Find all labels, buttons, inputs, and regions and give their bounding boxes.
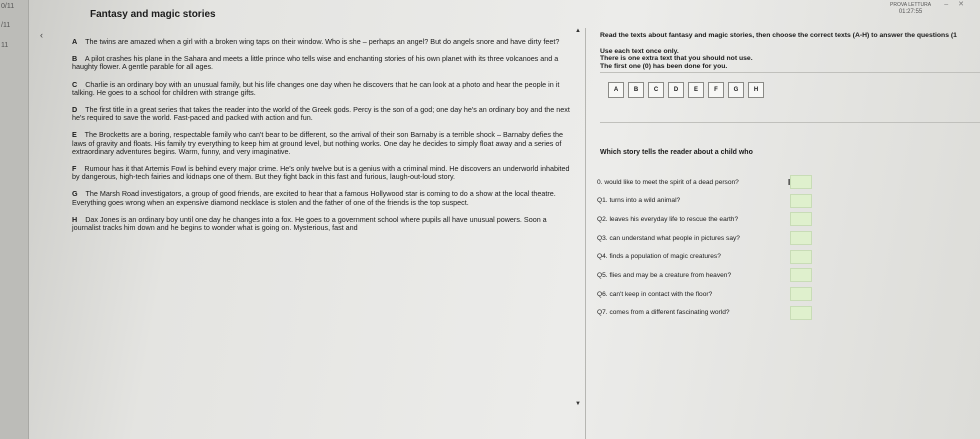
letter-option[interactable]: D [668, 82, 684, 98]
story-text: Dax Jones is an ordinary boy until one day he changes into a fox. He goes to a government school where pupils all have unusual powers. Soon a journalist tracks him down and he begins to wonder what is going on. Mysterious, fast and [72, 214, 547, 233]
test-status [890, 2, 931, 16]
instructions [600, 32, 975, 70]
question-row [597, 194, 812, 208]
story-letter: A [72, 37, 78, 46]
question-label: Q5. flies and may be a creature from heaven? [597, 271, 732, 279]
answer-drop-box[interactable] [790, 287, 812, 301]
story-item [72, 81, 577, 97]
letter-option[interactable]: C [648, 82, 664, 98]
question-label: Q6. can't keep in contact with the floor? [597, 290, 713, 298]
story-scrollbar[interactable] [575, 28, 582, 439]
question-label: Q2. leaves his everyday life to rescue the earth? [597, 215, 739, 223]
story-item [72, 165, 577, 181]
answer-drop-box[interactable] [790, 175, 812, 189]
instruction-main: Read the texts about fantasy and magic stories, then choose the correct texts (A-H) to answer the questions (1 [600, 32, 957, 39]
story-item [72, 190, 577, 206]
answer-drop-box[interactable] [790, 212, 812, 226]
story-letter: F [72, 164, 77, 174]
story-text: The first title in a great series that takes the reader into the world of the Greek gods. Percy is the son of a god; one day he's an ordinary boy and the next he's required to save the world. Fast-paced and packed with action and fun. [72, 105, 570, 123]
question-row [597, 287, 812, 301]
section-rule [600, 122, 980, 123]
triangle-up-icon[interactable]: ▲ [575, 28, 581, 34]
question-row [597, 268, 812, 282]
triangle-down-icon[interactable]: ▼ [575, 401, 581, 407]
instruction-line: Use each text once only. [600, 47, 679, 55]
story-text: The twins are amazed when a girl with a broken wing taps on their window. Who is she – perhaps an angel? But do angels snore and have dirty feet? [85, 37, 560, 46]
story-item [72, 106, 577, 122]
story-item [72, 216, 577, 232]
story-letter: H [72, 214, 78, 224]
question-row [597, 212, 812, 226]
gutter-label: 11 [1, 42, 9, 49]
letter-option[interactable]: G [728, 82, 744, 98]
story-item [72, 38, 577, 46]
question-label: Q1. turns into a wild animal? [597, 197, 681, 205]
letter-option[interactable]: H [748, 82, 764, 98]
letter-option[interactable]: F [708, 82, 724, 98]
question-title: Which story tells the reader about a child who [600, 149, 753, 156]
left-gutter [0, 0, 29, 439]
story-list [72, 38, 577, 241]
instruction-line: There is one extra text that you should not use. [600, 55, 753, 63]
letter-option[interactable]: B [628, 82, 644, 98]
answer-drop-box[interactable] [790, 194, 812, 208]
minimize-icon[interactable]: – [944, 1, 959, 8]
story-letter: D [72, 105, 78, 115]
question-row [597, 250, 812, 264]
story-letter: G [72, 189, 78, 199]
story-text: Rumour has it that Artemis Fowl is behind every major crime. He's only twelve but is a genius with a criminal mind. He discovers an underworld inhabited by dangerous, high-tech fairies and kidnaps one of them. But they fight back in this fast and furious, laugh-out-loud story. [72, 164, 570, 182]
letter-option[interactable]: A [608, 82, 624, 98]
timer: 01:27:55 [898, 9, 923, 15]
question-row [597, 306, 812, 320]
story-text: The Marsh Road investigators, a group of good friends, are excited to hear that a famous Hollywood star is coming to do a show at the local theatre. Everything goes wrong when an expensive diamond necklace is stolen and the father of one of the friends is the top suspect. [72, 189, 556, 207]
story-letter: C [72, 79, 78, 89]
close-icon[interactable]: ✕ [958, 1, 974, 8]
answer-drop-box[interactable] [790, 250, 812, 264]
question-label: Q7. comes from a different fascinating world? [597, 309, 730, 317]
story-text: Charlie is an ordinary boy with an unusual family, but his life changes one day when he discovers that he can look at a photo and hear the people in it talking. He goes to a school for children with strange gifts. [72, 79, 560, 97]
answer-drop-box[interactable] [790, 231, 812, 245]
story-letter: E [72, 130, 77, 140]
window-controls [944, 0, 974, 8]
question-list [597, 175, 812, 325]
text-cursor-icon: I [788, 178, 791, 187]
answer-drop-box[interactable] [790, 268, 812, 282]
panel-divider [585, 28, 586, 439]
story-item [72, 55, 577, 71]
question-label: 0. would like to meet the spirit of a dead person? [597, 178, 739, 186]
question-label: Q3. can understand what people in pictures say? [597, 234, 740, 242]
gutter-label: 0/11 [1, 3, 15, 10]
question-label: Q4. finds a population of magic creatures? [597, 253, 721, 261]
question-row [597, 231, 812, 245]
story-text: The Brocketts are a boring, respectable family who can't bear to be different, so the arrival of their son Barnaby is a terrible shock – Barnaby defies the laws of gravity and floats. His family try everything to keep him at ground level, but nothing works. One day he decides to simply float away and a series of extraordinary adventures begins. Warm, funny, and very imaginative. [72, 130, 563, 156]
instruction-line: The first one (0) has been done for you. [600, 62, 728, 70]
letter-options [608, 82, 764, 98]
page-title: Fantasy and magic stories [90, 9, 216, 20]
story-text: A pilot crashes his plane in the Sahara and meets a little prince who tells wise and enchanting stories of his own planet with its three volcanoes and a haughty flower. A gentle parable for all ages. [72, 54, 559, 72]
letter-option[interactable]: E [688, 82, 704, 98]
gutter-label: /11 [1, 22, 11, 29]
section-rule [600, 72, 980, 73]
question-row [597, 175, 812, 189]
status-label: PROVA LETTURA [890, 2, 932, 8]
chevron-left-icon[interactable]: ‹ [40, 30, 43, 40]
answer-drop-box[interactable] [790, 306, 812, 320]
story-item [72, 131, 577, 156]
story-letter: B [72, 54, 78, 64]
